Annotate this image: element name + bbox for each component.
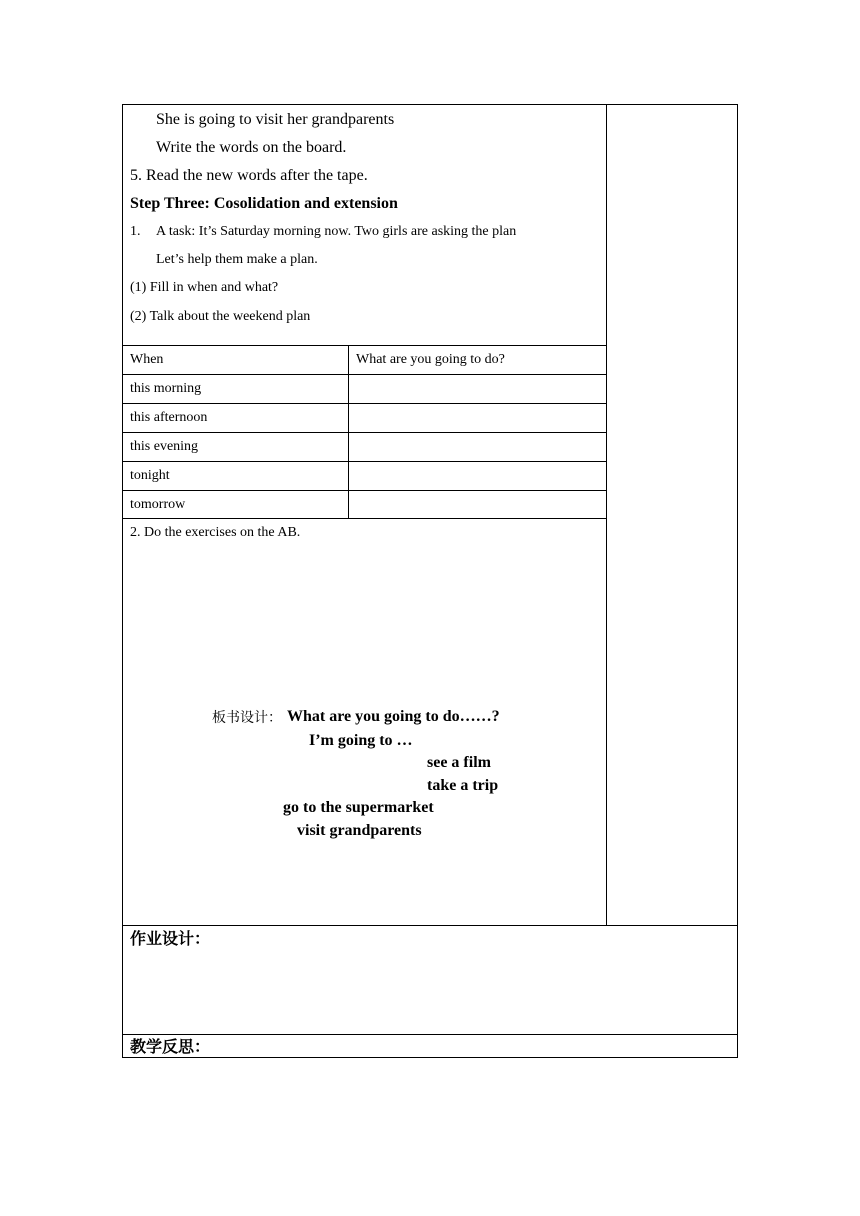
plan-header-what: What are you going to do? xyxy=(356,352,505,367)
reflection-row-border xyxy=(122,1034,738,1035)
sub-item-1: (1) Fill in when and what? xyxy=(130,280,279,295)
homework-row-border xyxy=(122,925,738,926)
table-right-border xyxy=(737,104,738,1057)
plan-table-bottom xyxy=(122,518,607,519)
table-top-border xyxy=(122,104,738,105)
plan-row-when: tonight xyxy=(130,468,170,483)
board-phrase: visit grandparents xyxy=(297,822,422,839)
homework-label: 作业设计： xyxy=(130,929,211,948)
lesson-step5: 5. Read the new words after the tape. xyxy=(130,167,368,184)
task-text: A task: It’s Saturday morning now. Two girls are asking the plan xyxy=(156,224,517,239)
plan-row-when: this morning xyxy=(130,381,202,396)
plan-row-when: this evening xyxy=(130,439,199,454)
exercise-instruction: 2. Do the exercises on the AB. xyxy=(130,525,301,540)
board-phrase: see a film xyxy=(427,754,491,771)
plan-table-rule xyxy=(122,374,607,375)
plan-header-when: When xyxy=(130,352,164,367)
task-number: 1. xyxy=(130,224,141,239)
plan-row-when: this afternoon xyxy=(130,410,208,425)
plan-table-rule xyxy=(122,490,607,491)
board-answer: I’m going to … xyxy=(309,732,413,749)
board-phrase: go to the supermarket xyxy=(283,799,434,816)
plan-table-top xyxy=(122,345,607,346)
board-design-label: 板书设计： xyxy=(212,710,282,726)
column-divider xyxy=(606,104,607,925)
step-three-heading: Step Three: Cosolidation and extension xyxy=(130,195,398,212)
lesson-line-visit: She is going to visit her grandparents xyxy=(156,111,395,128)
board-phrase: take a trip xyxy=(427,777,499,794)
plan-row-when: tomorrow xyxy=(130,497,186,512)
table-left-border xyxy=(122,104,123,1057)
lesson-line-board: Write the words on the board. xyxy=(156,139,347,156)
board-question: What are you going to do……? xyxy=(287,708,500,725)
reflection-label: 教学反思： xyxy=(130,1037,211,1056)
task-help: Let’s help them make a plan. xyxy=(156,252,318,267)
plan-table-rule xyxy=(122,403,607,404)
plan-table-rule xyxy=(122,432,607,433)
table-bottom-border xyxy=(122,1057,738,1058)
plan-table-column-divider xyxy=(348,345,349,518)
plan-table-rule xyxy=(122,461,607,462)
sub-item-2: (2) Talk about the weekend plan xyxy=(130,309,311,324)
